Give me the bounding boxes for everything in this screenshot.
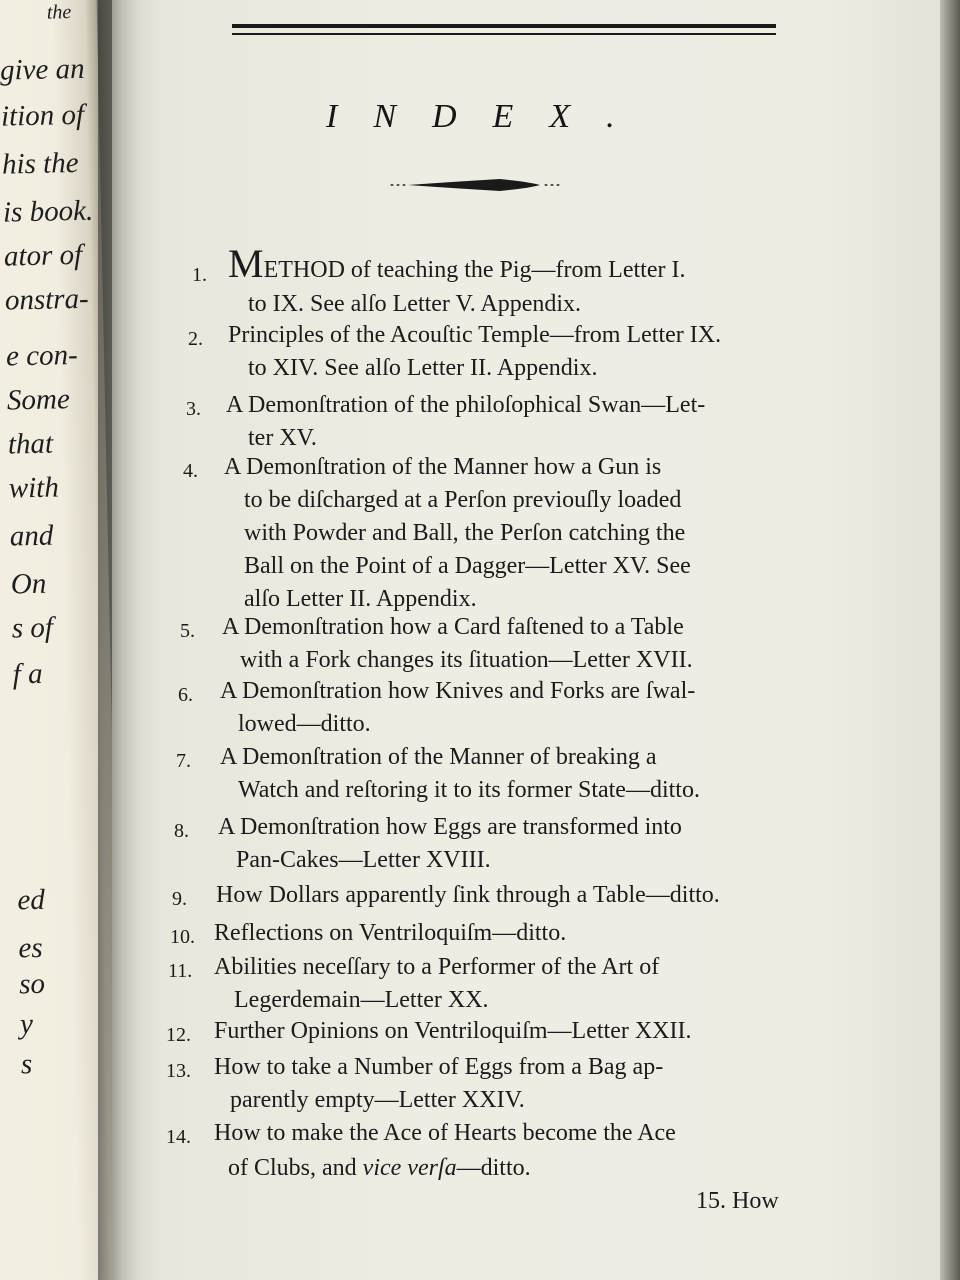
entry-line: alſo Letter II. Appendix. [244, 586, 477, 612]
entry-line: A Demonſtration of the Manner how a Gun is [224, 454, 662, 480]
left-page-fragment: the [46, 1, 72, 24]
entry-line: Legerdemain—Letter XX. [234, 987, 489, 1013]
entry-line: to IX. See alſo Letter V. Appendix. [248, 291, 582, 317]
entry-line: Watch and reſtoring it to its former State—ditto. [238, 777, 700, 803]
left-page-fragment: ition of [0, 98, 85, 133]
entry-number: 12. [166, 1024, 191, 1046]
left-page-fragment: give an [0, 52, 85, 87]
entry-line: A Demonſtration how Eggs are transformed into [218, 814, 682, 840]
entry-line: ter XV. [248, 425, 317, 451]
left-page-fragment: f a [12, 657, 43, 691]
left-page-fragment: his the [1, 146, 79, 181]
entry-number: 7. [176, 750, 191, 772]
entry-line-text: —ditto. [456, 1155, 531, 1181]
entry-number: 8. [174, 820, 189, 842]
entry-line: with Powder and Ball, the Perſon catching the [244, 520, 686, 546]
entry-number: 1. [192, 264, 207, 286]
entry-line: How to make the Ace of Hearts become the Ace [214, 1120, 676, 1146]
left-page-fragment: ator of [3, 238, 83, 273]
initial-capital: M [228, 241, 264, 286]
small-caps-word: ETHOD [263, 257, 345, 283]
entry-number: 10. [170, 926, 195, 948]
entry-line: How Dollars apparently ſink through a Table—ditto. [216, 882, 720, 908]
page-title: INDEX. [326, 98, 651, 135]
entry-line: A Demonſtration how Knives and Forks are ſwal- [220, 678, 696, 704]
left-page-fragment: onstra- [4, 282, 89, 317]
entry-line [228, 241, 686, 286]
left-page-fragment: and [9, 519, 54, 553]
header-rule-thin [232, 33, 776, 35]
left-page-fragment: e con- [5, 339, 79, 373]
header-rule-thick [232, 24, 776, 28]
entry-line: A Demonſtration how a Card faſtened to a Table [222, 614, 684, 640]
entry-line: to be diſcharged at a Perſon previouſly loaded [244, 487, 682, 513]
page-edge-shadow [940, 0, 960, 1280]
book-gutter-shadow [98, 0, 138, 1280]
left-page-fragment: that [7, 427, 54, 461]
catchword: 15. How [696, 1188, 779, 1214]
entry-line: Pan-Cakes—Letter XVIII. [236, 847, 491, 873]
entry-line: Further Opinions on Ventriloquiſm—Letter XXII. [214, 1018, 692, 1044]
left-page-fragment: Some [6, 383, 71, 417]
left-page-fragment: ed [17, 883, 46, 917]
entry-line: Ball on the Point of a Dagger—Letter XV. See [244, 553, 691, 579]
entry-line [228, 1155, 531, 1182]
left-page-fragment: so [18, 967, 46, 1001]
entry-line: Reflections on Ventriloquiſm—ditto. [214, 920, 567, 946]
entry-line: to XIV. See alſo Letter II. Appendix. [248, 355, 598, 381]
left-page-fragment: On [10, 567, 47, 601]
entry-line: A Demonſtration of the philoſophical Swan—Let- [226, 392, 706, 418]
entry-number: 13. [166, 1060, 191, 1082]
left-page-fragment: with [8, 471, 60, 505]
left-page-fragment: y [19, 1008, 34, 1041]
entry-number: 2. [188, 328, 203, 350]
left-page-fragment: s [20, 1048, 33, 1081]
entry-number: 6. [178, 684, 193, 706]
entry-line: parently empty—Letter XXIV. [230, 1087, 525, 1113]
left-page-fragment: es [18, 931, 43, 965]
entry-number: 3. [186, 398, 201, 420]
italic-phrase: vice verſa [362, 1155, 457, 1181]
entry-number: 14. [166, 1126, 191, 1148]
entry-line: Abilities neceſſary to a Performer of the Art of [214, 954, 660, 980]
entry-line-text: of teaching the Pig—from Letter I. [350, 257, 686, 283]
entry-line: with a Fork changes its ſituation—Letter XVII. [240, 647, 693, 673]
entry-number: 9. [172, 888, 187, 910]
entry-number: 5. [180, 620, 195, 642]
entry-line: lowed—ditto. [238, 711, 371, 737]
left-page-fragment: s of [11, 611, 54, 645]
entry-line: Principles of the Acouſtic Temple—from Letter IX. [228, 322, 722, 348]
entry-line: How to take a Number of Eggs from a Bag ap- [214, 1054, 664, 1080]
entry-number: 11. [168, 960, 193, 982]
tapered-rule-ornament [390, 176, 562, 194]
entry-line: A Demonſtration of the Manner of breaking a [220, 744, 657, 770]
entry-line-text: of Clubs, and [228, 1155, 363, 1181]
left-page-fragment: is book. [2, 194, 94, 229]
entry-number: 4. [183, 460, 198, 482]
